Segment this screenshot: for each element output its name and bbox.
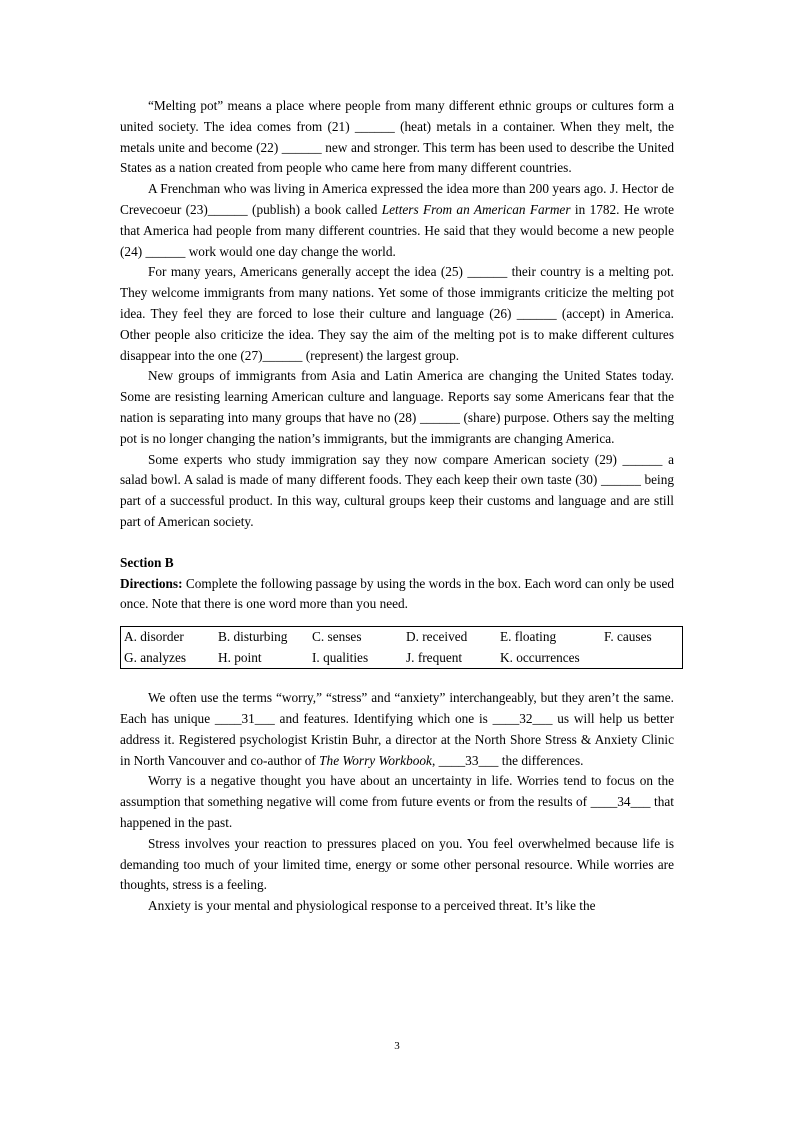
- word-option: I. qualities: [312, 649, 369, 665]
- passage-a-paragraph-3: For many years, Americans generally accept the idea (25) ______ their country is a melting pot. They welcome immigrants from many nations. Yet some of those immigrants criticize the melting pot idea. They feel they are forced to lose their culture and language (26) ______ (accept) in America. Other people also criticize the idea. They say the aim of the melting pot is to make different cultures disappear into the one (27)______ (represent) the largest group.: [120, 264, 674, 363]
- word-option: K. occurrences: [500, 649, 580, 665]
- word-option: H. point: [218, 649, 262, 665]
- passage-a-paragraph-5: Some experts who study immigration say they now compare American society (29) ______ a salad bowl. A salad is made of many different foods. They each keep their own taste (30) ______ being part of a successful product. In this way, cultural groups keep their customs and language and are still part of American society.: [120, 451, 674, 529]
- passage-b-paragraph-2: Worry is a negative thought you have about an uncertainty in life. Worries tend to focus on the assumption that something negative will come from future events or from the results of ____34___ that happened in the past.: [120, 773, 674, 830]
- paragraph-text: We often use the terms “worry,” “stress” and “anxiety” interchangeably, but they aren’t the same. Each has unique ____31___ and features. Identifying which one is ____32___ us will help us better address it. Registered psychologist Kristin Buhr, a director at the North Shore Stress & Anxiety Clinic in North Vancouver and co-author of: [120, 690, 674, 768]
- word-option: C. senses: [312, 629, 362, 645]
- book-title: Letters From an American Farmer: [381, 201, 571, 217]
- word-option: B. disturbing: [218, 629, 288, 645]
- word-option: D. received: [406, 629, 468, 645]
- word-option: [601, 648, 683, 669]
- word-box-row: [121, 648, 683, 669]
- page-number: 3: [394, 1040, 400, 1052]
- passage-a-paragraph-1: “Melting pot” means a place where people from many different ethnic groups or cultures form a united society. The idea comes from (21) ______ (heat) metals in a container. When they melt, the metals unite and become (22) ______ new and stronger. This term has been used to describe the United States as a nation created from people who came here from many different countries.: [120, 98, 674, 176]
- word-option: E. floating: [500, 629, 557, 645]
- book-title: The Worry Workbook: [319, 752, 432, 768]
- word-box: [120, 626, 683, 669]
- word-option: J. frequent: [406, 649, 463, 665]
- section-b-directions: [120, 574, 674, 616]
- paragraph-text: A Frenchman who was living in America expressed the idea more than 200 years ago. J. Hector de Crevecoeur (23)______ (publish) a book called: [120, 181, 674, 217]
- passage-b-paragraph-1: [120, 688, 674, 771]
- passage-b-paragraph-3: Stress involves your reaction to pressures placed on you. You feel overwhelmed because life is demanding too much of your limited time, energy or some other personal resource. While worries are thoughts, stress is a feeling.: [120, 835, 674, 893]
- word-option: A. disorder: [124, 629, 184, 645]
- passage-a-paragraph-2: [120, 179, 674, 262]
- directions-text: Complete the following passage by using the words in the box. Each word can only be used once. Note that there is one word more than you need.: [120, 575, 674, 612]
- paragraph-text: , ____33___ the differences.: [431, 752, 584, 768]
- word-option: G. analyzes: [124, 649, 187, 665]
- directions-label: Directions:: [120, 575, 183, 591]
- passage-a-paragraph-4: New groups of immigrants from Asia and Latin America are changing the United States today. Some are resisting learning American culture and language. Reports say some Americans fear that the nation is separating into many groups that have no (28) ______ (share) purpose. Others say the melting pot is no longer changing the nation’s immigrants, but the immigrants are changing America.: [120, 368, 674, 446]
- page-content: [120, 96, 674, 917]
- word-box-row: [121, 627, 683, 648]
- paragraph-text: in 1782. He wrote that America had people from many different countries. He said that they would become a new people (24) ______ work would one day change the world.: [120, 201, 674, 259]
- word-option: F. causes: [604, 629, 652, 645]
- passage-b-paragraph-4: Anxiety is your mental and physiological response to a perceived threat. It’s like the: [148, 898, 596, 914]
- section-b-title: Section B: [120, 554, 174, 570]
